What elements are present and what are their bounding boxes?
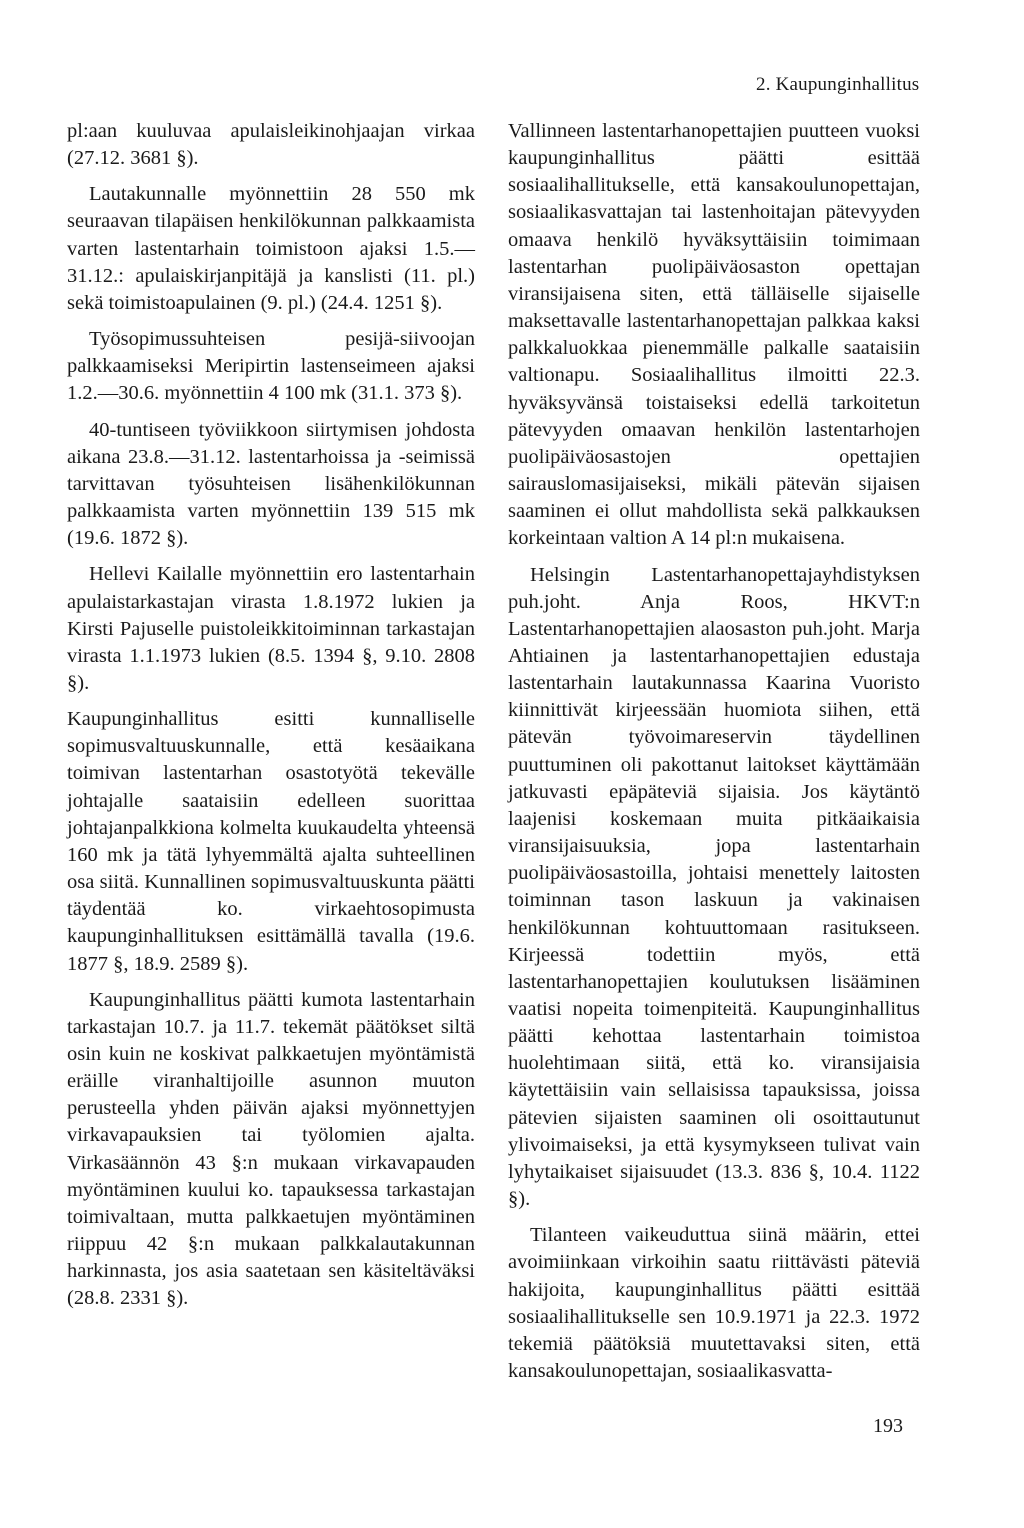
paragraph: 40-tuntiseen työviikkoon siirtymisen johdosta aikana 23.8.—31.12. lastentarhoissa ja -seimissä tarvittavan työsuhteisen lisähenkilökunnan palkkaamista varten myönnettiin 139 515 mk (19.6. 1872 §). — [67, 418, 475, 550]
right-column — [508, 118, 920, 1394]
paragraph: Työsopimussuhteisen pesijä-siivoojan palkkaamiseksi Meripirtin lastenseimeen ajaksi 1.2.—30.6. myönnettiin 4 100 mk (31.1. 373 §). — [67, 328, 475, 405]
paragraph: Hellevi Kailalle myönnettiin ero lastentarhain apulaistarkastajan virasta 1.8.1972 lukien ja Kirsti Pajuselle puistoleikkitoiminnan tarkastajan virasta 1.1.1973 lukien (8.5. 1394 §, 9.10. 2808 §). — [67, 563, 475, 694]
paragraph: Kaupunginhallitus esitti kunnalliselle sopimusvaltuuskunnalle, että kesäaikana toimivan lastentarhan osastotyötä tekevälle johtajalle saataisiin edelleen suorittaa johtajanpalkkiona kolmelta kuukaudelta yhteensä 160 mk ja tätä lyhyemmältä ajalta suhteellinen osa siitä. Kunnallinen sopimusvaltuuskunta päätti täydentää ko. virkaehtosopimusta kaupunginhallituksen esittämällä tavalla (19.6. 1877 §, 18.9. 2589 §). — [67, 708, 475, 975]
running-header: 2. Kaupunginhallitus — [756, 74, 920, 95]
paragraph: Lautakunnalle myönnettiin 28 550 mk seuraavan tilapäisen henkilökunnan palkkaamista varten lastentarhain toimistoon ajaksi 1.5.—31.12.: apulaiskirjanpitäjä ja kanslisti (11. pl.) sekä toimistoapulainen (9. pl.) (24.4. 1251 §). — [67, 183, 475, 314]
page-number: 193 — [873, 1415, 903, 1437]
paragraph: Tilanteen vaikeuduttua siinä määrin, ettei avoimiinkaan virkoihin saatu riittävästi päteviä hakijoita, kaupunginhallitus päätti esittää sosiaalihallitukselle sen 10.9.1971 ja 22.3. 1972 tekemiä päätöksiä muutettavaksi siten, että kansakoulunopettajan, sosiaalikasvatta- — [508, 1224, 920, 1383]
paragraph: Helsingin Lastentarhanopettajayhdistyksen puh.joht. Anja Roos, HKVT:n Lastentarhanopettajien alaosaston puh.joht. Marja Ahtiainen ja lastentarhanopettajien edustaja lastentarhain lautakunnassa Kaarina Vuoristo kiinnittivät kirjeessään huomiota siihen, että pätevän työvoimareservin täydellinen puuttuminen oli pakottanut laitokset käyttämään jatkuvasti epäpäteviä sijaisia. Jos käytäntö laajenisi koskemaan muita pitkäaikaisia viransijaisuuksia, jopa lastentarhain puolipäiväosastoilla, johtaisi menettely laitosten toiminnan tason laskuun ja vakinaisen henkilökunnan kohtuuttomaan rasitukseen. Kirjeessä todettiin myös, että lastentarhanopettajien koulutuksen lisääminen vaatisi nopeita toimenpiteitä. Kaupunginhallitus päätti kehottaa lastentarhain toimistoa huolehtimaan siitä, että ko. viransijaisia käytettäisiin vain sellaisissa tapauksissa, joissa pätevien sijaisten saaminen oli osoittautunut ylivoimaiseksi, ja että kysymykseen tulivat vain lyhytaikaiset sijaisuudet (13.3. 836 §, 10.4. 1122 §). — [508, 563, 920, 1211]
paragraph: pl:aan kuuluvaa apulaisleikinohjaajan virkaa (27.12. 3681 §). — [67, 120, 475, 170]
left-column — [67, 118, 475, 1322]
paragraph: Vallinneen lastentarhanopettajien puutteen vuoksi kaupunginhallitus päätti esittää sosiaalihallitukselle, että kansakoulunopettajan, sosiaalikasvattajan tai lastenhoitajan pätevyyden omaava henkilö hyväksyttäisiin toimimaan lastentarhan puolipäiväosaston opettajan viransijaisena siten, että tälläiselle sijaiselle maksettavalle lastentarhanopettajan palkkaa kaksi palkkaluokkaa pienemmälle palkalle saataisiin valtionapu. Sosiaalihallitus ilmoitti 22.3. hyväksyvänsä toistaiseksi edellä tarkoitetun pätevyyden omaavan henkilön lastentarhojen puolipäiväosastojen opettajien sairauslomasijaiseksi, mikäli pätevän sijaisen saaminen ei ollut mahdollista sekä palkkauksen korkeintaan valtion A 14 pl:n mukaisena. — [508, 120, 920, 550]
paragraph: Kaupunginhallitus päätti kumota lastentarhain tarkastajan 10.7. ja 11.7. tekemät päätökset siltä osin kuin ne koskivat palkkaetujen myöntämistä eräille viranhaltijoille asunnon muuton perusteella yhden päivän ajaksi myönnettyjen virkavapauksien tai työlomien ajalta. Virkasäännön 43 §:n mukaan virkavapauden myöntäminen kuului ko. tapauksessa tarkastajan toimivaltaan, mutta palkkaetujen myöntäminen riippuu 42 §:n mukaan palkkalautakunnan harkinnasta, jos asia saatetaan sen käsiteltäväksi (28.8. 2331 §). — [67, 988, 475, 1310]
